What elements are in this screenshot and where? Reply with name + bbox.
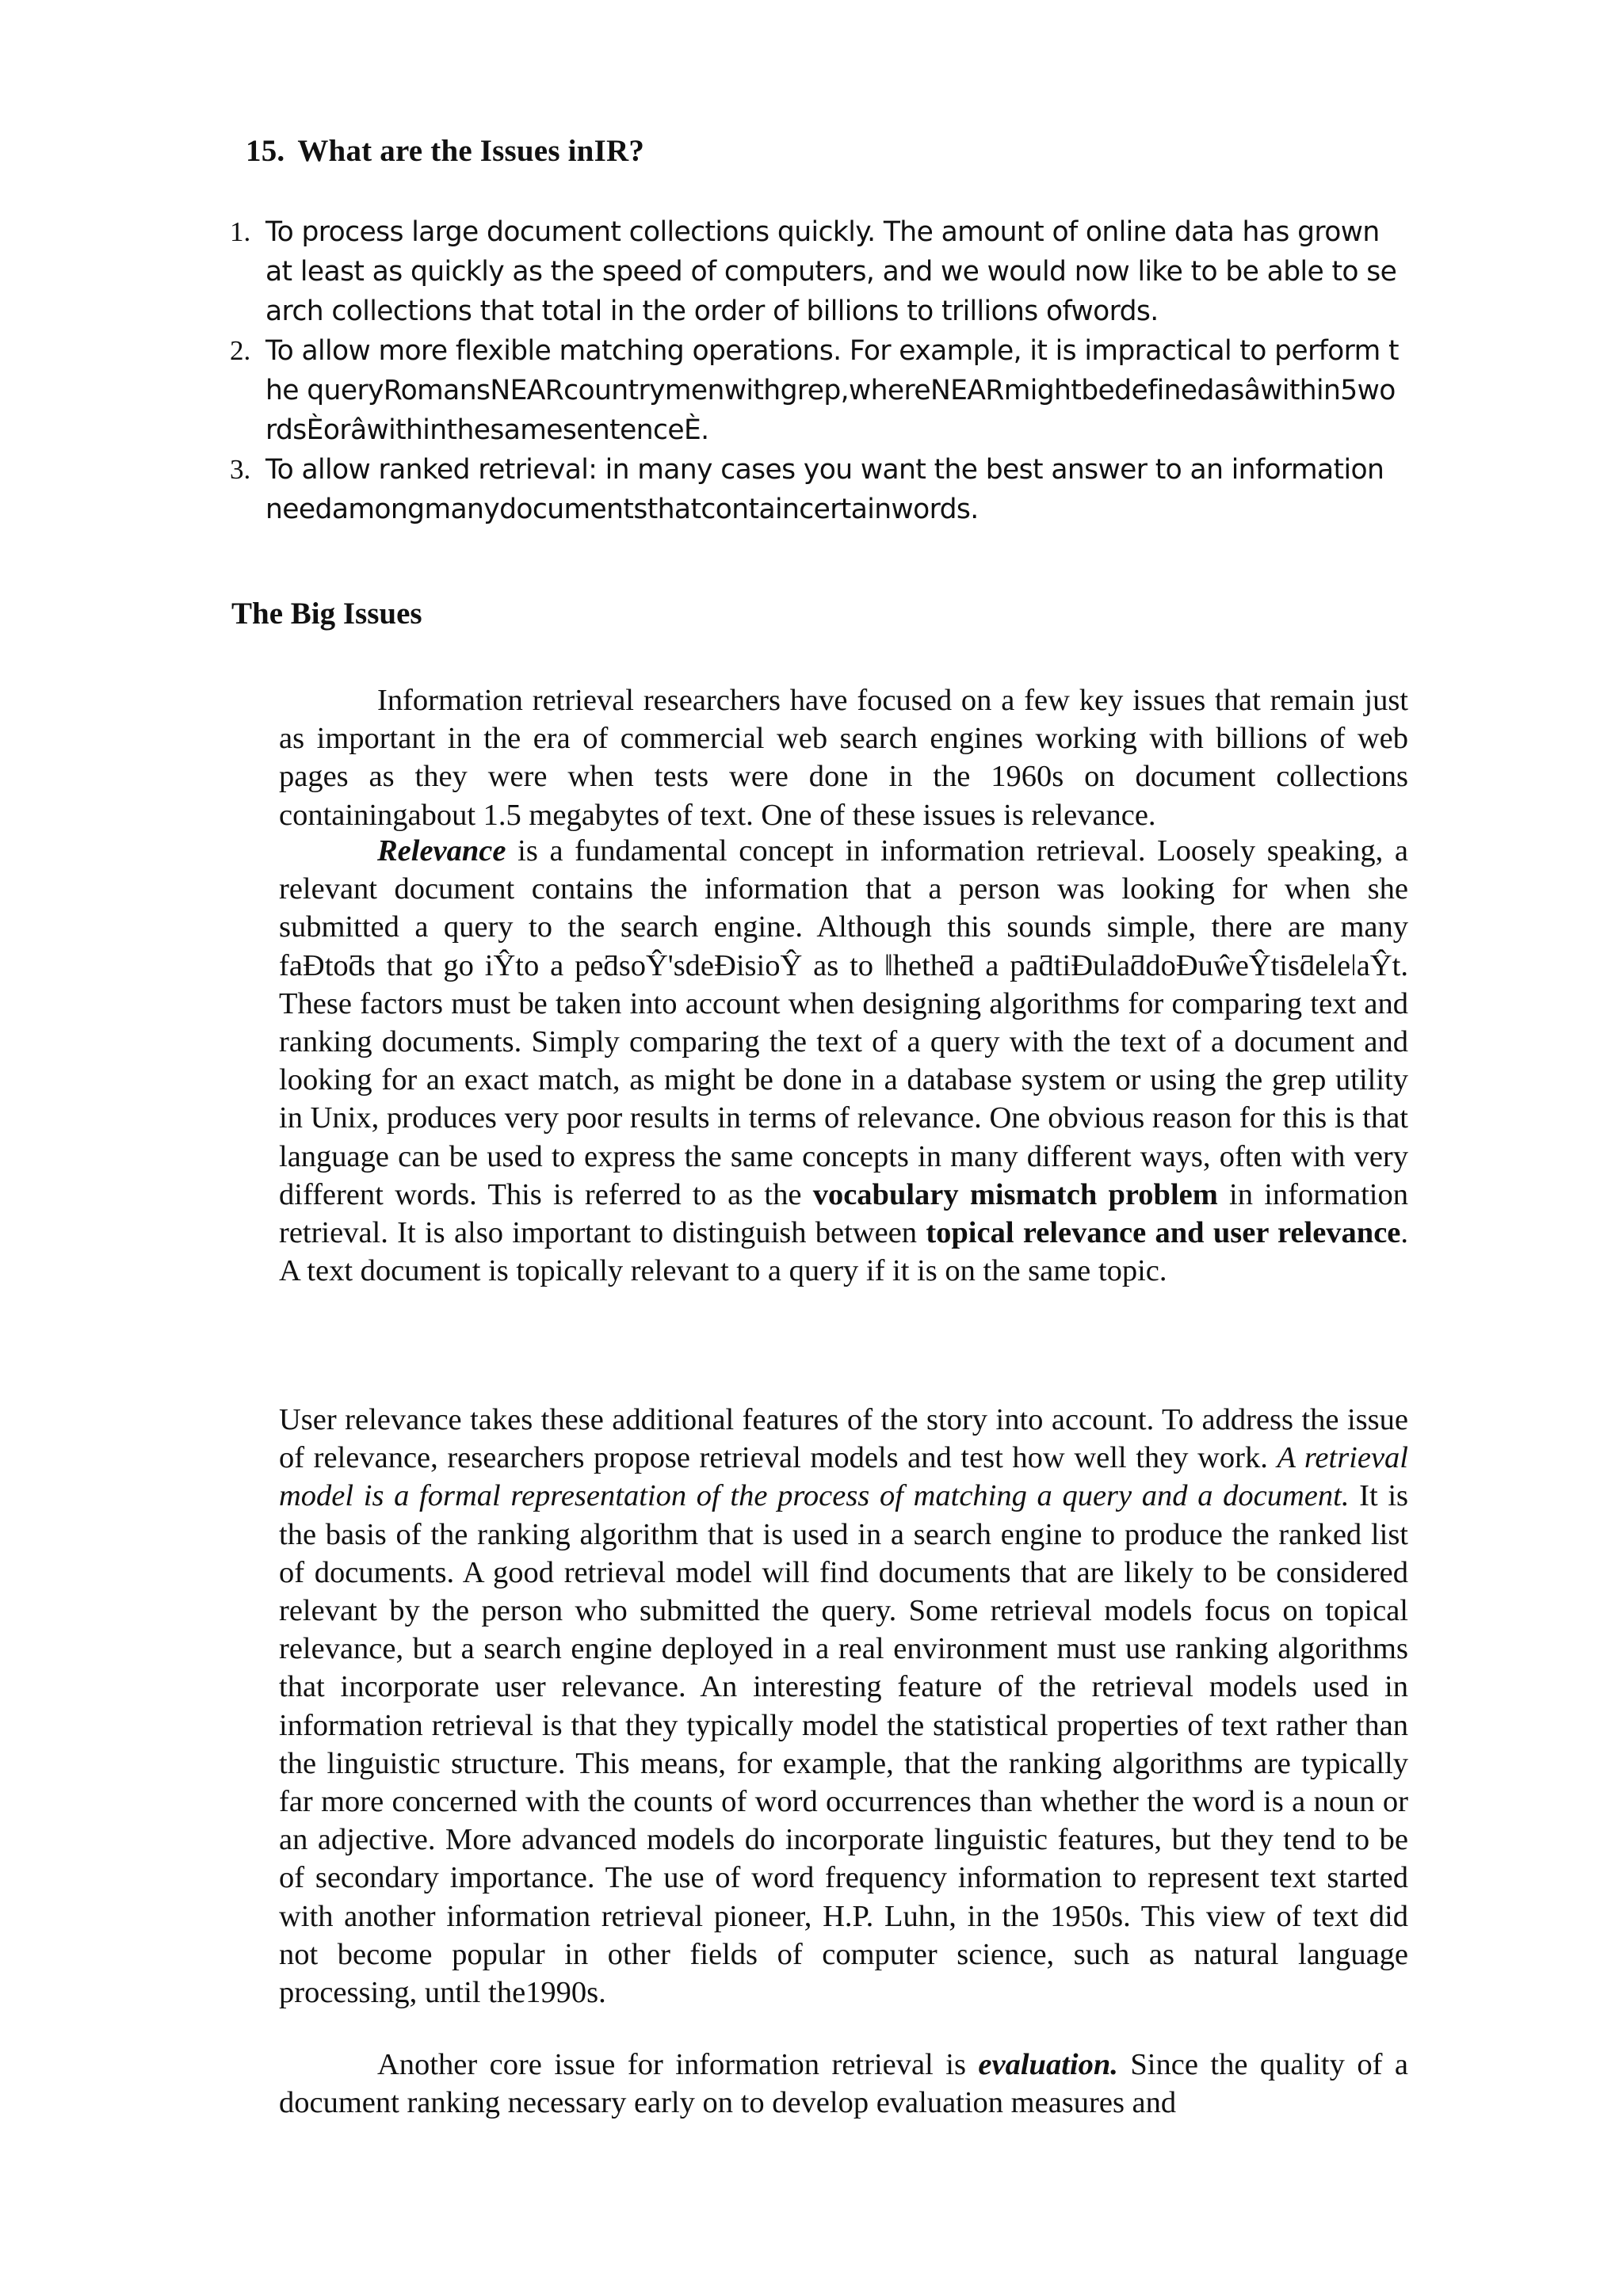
list-item	[230, 331, 1403, 450]
list-item	[230, 450, 1403, 529]
paragraph-relevance	[279, 832, 1408, 1290]
retrieval-model-definition: A retrieval model is a formal representation of the process of matching a query and a document.	[279, 1441, 1408, 1513]
paragraph-text: User relevance takes these additional features of the story into account. To address the issue of relevance, researchers propose retrieval models and test how well they work.	[279, 1403, 1408, 1475]
term-relevance: Relevance	[377, 834, 506, 868]
paragraph-text: Another core issue for information retrieval is	[377, 2048, 979, 2081]
term-topical-user-relevance: topical relevance and user relevance	[926, 1216, 1401, 1250]
list-item	[230, 212, 1403, 331]
term-vocabulary-mismatch: vocabulary mismatch problem	[812, 1177, 1218, 1211]
paragraph-evaluation	[279, 2046, 1408, 2122]
issues-list	[230, 212, 1403, 529]
list-marker: 2.	[230, 335, 251, 366]
paragraph-user-relevance	[279, 1401, 1408, 2012]
list-item-text: To process large document collections quickly. The amount of online data has grown at least as quickly as the speed of computers, and we would now like to be able to search collections that total in the order of billions to trillions ofwords.	[265, 216, 1397, 327]
list-item-text: To allow more flexible matching operations. For example, it is impractical to perform the queryRomansNEARcountrymenwithgrep,whereNEARmightbedefinedasâwithin5wordsÈorâwithinthesamesentenceÈ.	[265, 335, 1399, 446]
list-marker: 1.	[230, 216, 251, 247]
list-marker: 3.	[230, 454, 251, 485]
paragraph-text: . A text document is topically relevant to a query if it is on the same topic.	[279, 1216, 1408, 1288]
paragraph-intro	[279, 681, 1408, 834]
paragraph-text: in information retrieval. It is also important to distinguish between	[279, 1177, 1408, 1250]
paragraph-text: is a fundamental concept in information retrieval. Loosely speaking, a relevant document contains the information that a person was looking for when she submitted a query to the search engine. Although this sounds simple, there are many faÐtoƌs that go iŶto a peƌsoŶ'sdeĐisioŶ as to ǁhetheƌ a paƌtiĐulaƌdoĐuŵeŶtisƌeleǀaŶt. These factors must be taken into account when designing algorithms for comparing text and ranking documents. Simply comparing the text of a query with the text of a document and looking for an exact match, as might be done in a database system or using the grep utility in Unix, produces very poor results in terms of relevance. One obvious reason for this is that language can be used to express the same concepts in many different ways, often with very different words. This is referred to as the	[279, 834, 1408, 1211]
section-title: The Big Issues	[231, 597, 422, 631]
question-number: 15.	[246, 134, 285, 168]
term-evaluation: evaluation.	[978, 2048, 1118, 2081]
paragraph-text: Information retrieval researchers have focused on a few key issues that remain just as important in the era of commercial web search engines working with billions of web pages as they were when tests were done in the 1960s on document collections containingabout 1.5 megabytes of text. One of these issues is relevance.	[279, 684, 1408, 832]
paragraph-text: It is the basis of the ranking algorithm that is used in a search engine to produce the ranked list of documents. A good retrieval model will find documents that are likely to be considered relevant by the person who submitted the query. Some retrieval models focus on topical relevance, but a search engine deployed in a real environment must use ranking algorithms that incorporate user relevance. An interesting feature of the retrieval models used in information retrieval is that they typically model the statistical properties of text rather than the linguistic structure. This means, for example, that the ranking algorithms are typically far more concerned with the counts of word occurrences than whether the word is a noun or an adjective. More advanced models do incorporate linguistic features, but they tend to be of secondary importance. The use of word frequency information to represent text started with another information retrieval pioneer, H.P. Luhn, in the 1950s. This view of text did not become popular in other fields of computer science, such as natural language processing, until the1990s.	[279, 1479, 1408, 2010]
question-heading	[246, 133, 644, 169]
list-item-text: To allow ranked retrieval: in many cases you want the best answer to an information needamongmanydocumentsthatcontaincertainwords.	[265, 454, 1384, 525]
question-title: What are the Issues inIR?	[297, 134, 645, 168]
paragraph-text: Since the quality of a document ranking necessary early on to develop evaluation measures and	[279, 2048, 1408, 2120]
